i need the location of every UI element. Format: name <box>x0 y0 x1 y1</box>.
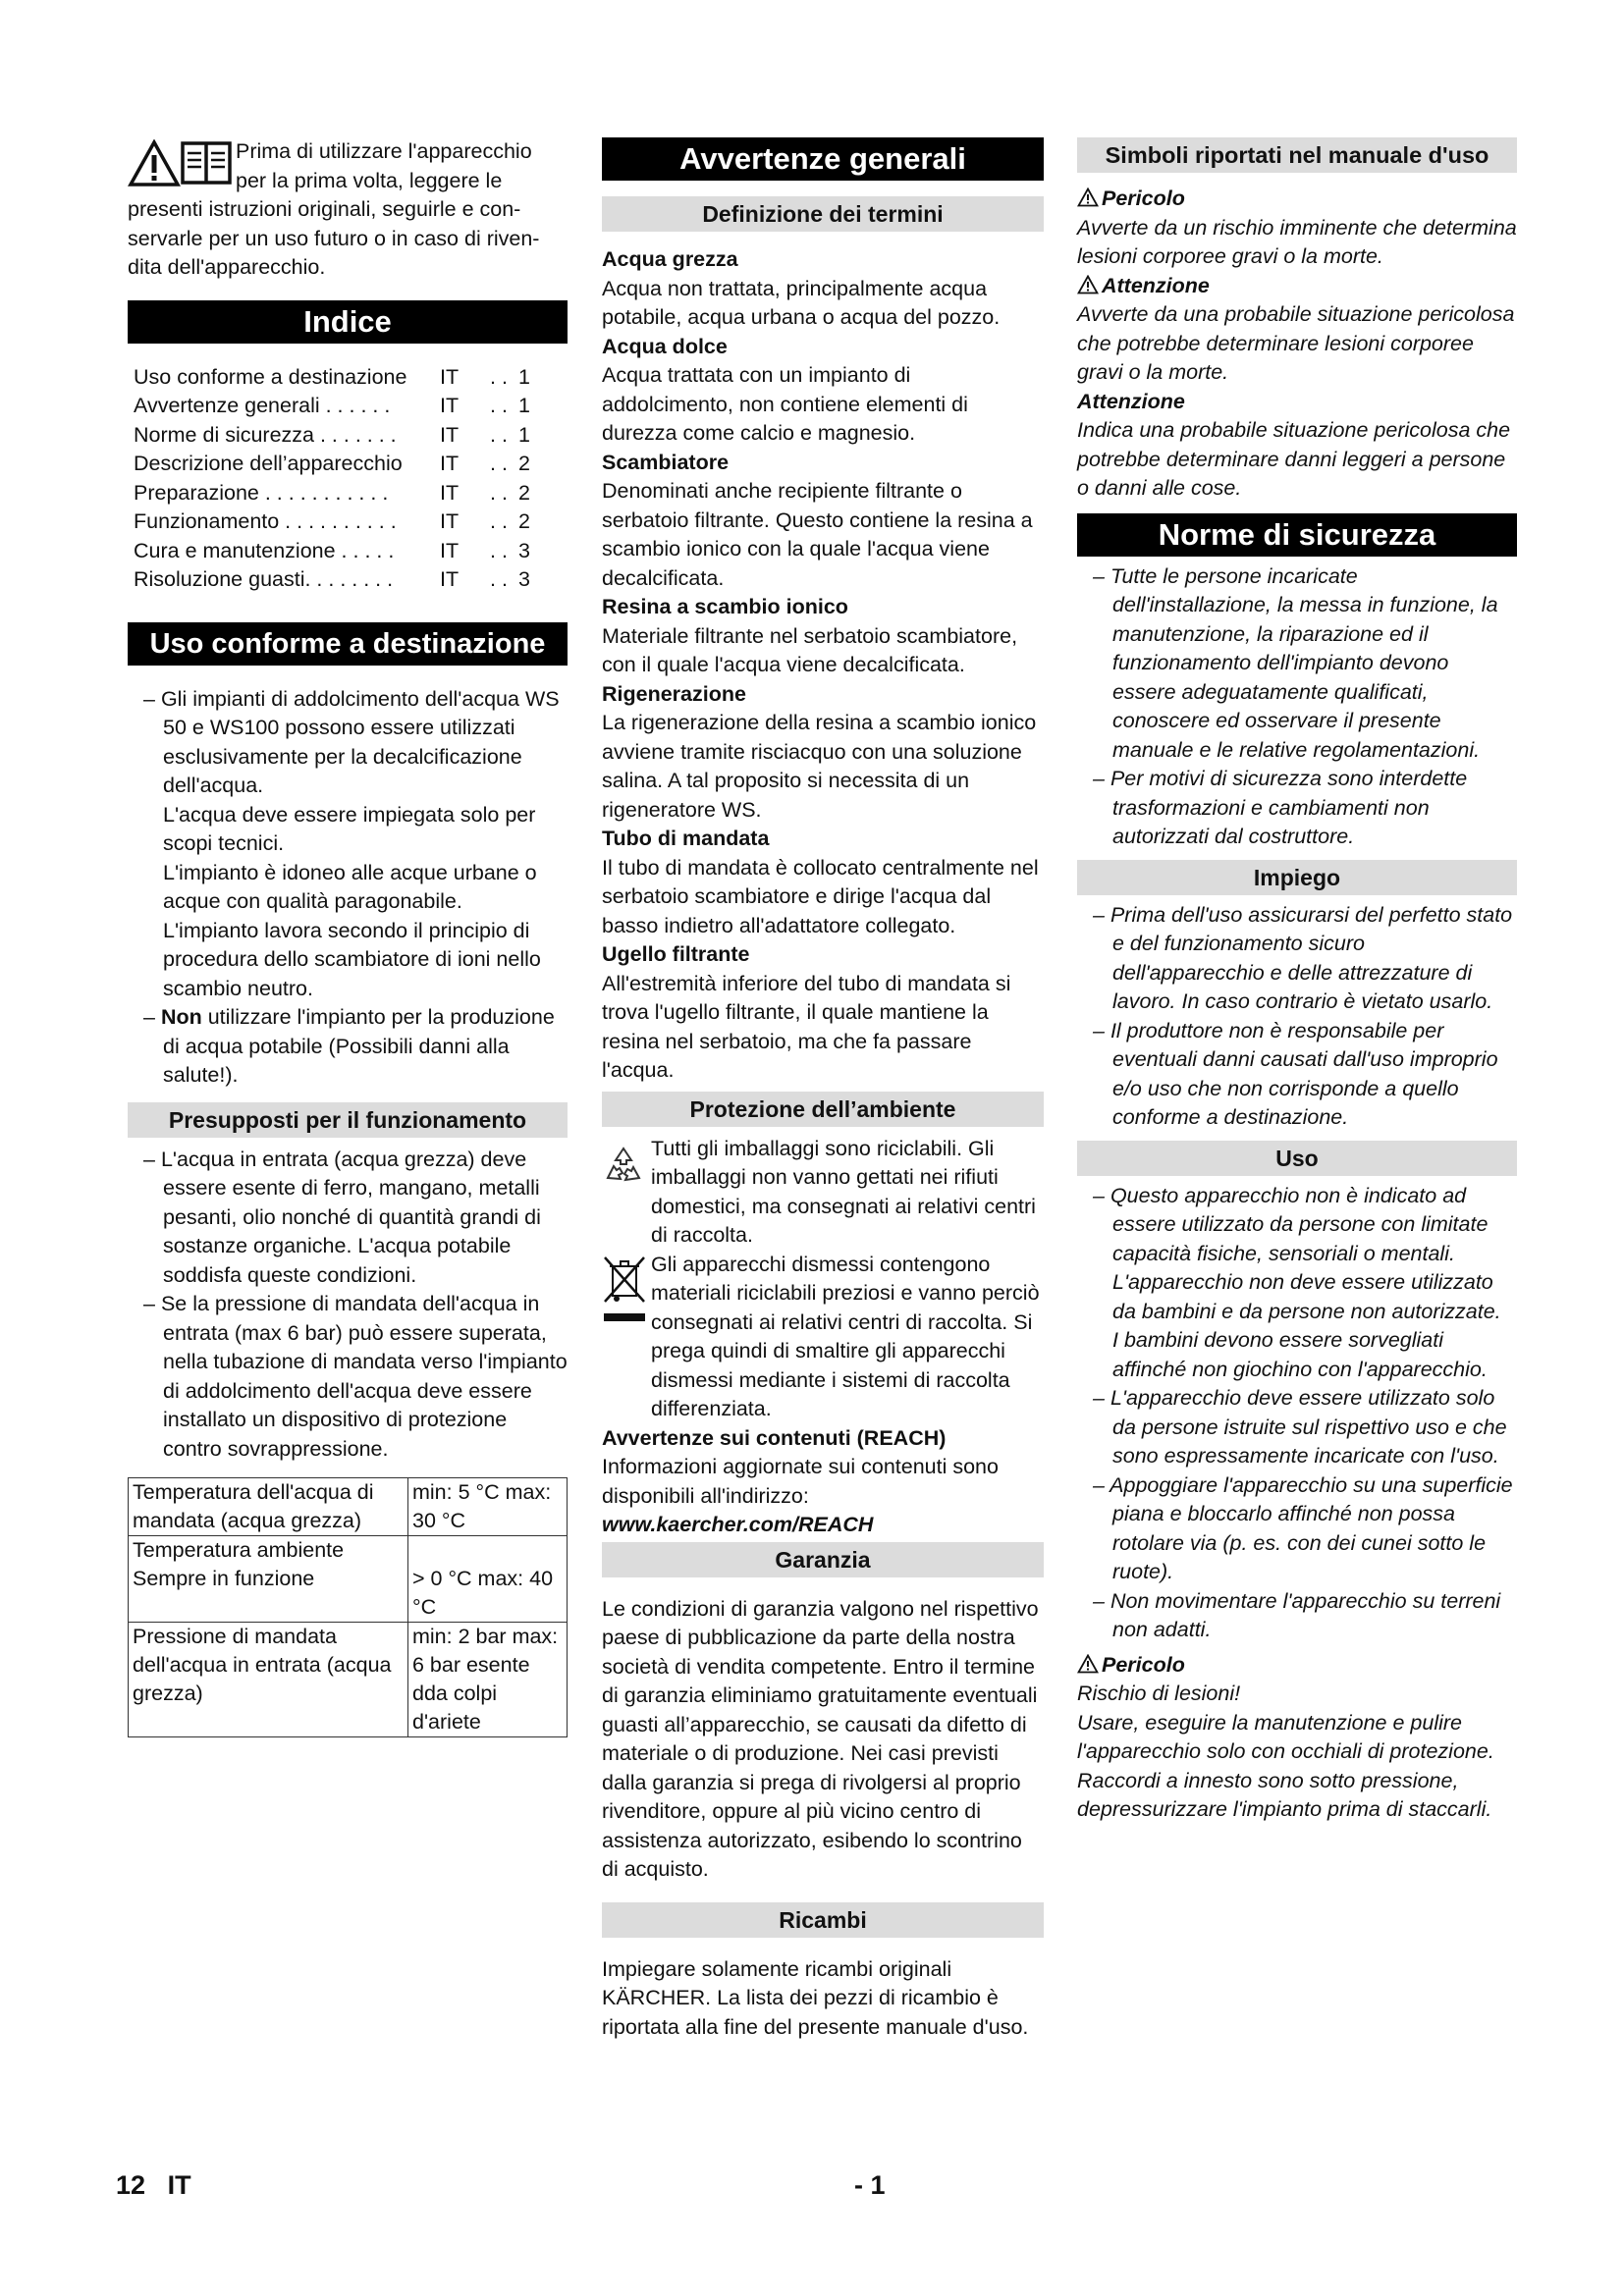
list-item: – Per motivi di sicurezza sono interdette trasformazioni e cambiamenti non autorizzati dal costruttore. <box>1093 767 1468 848</box>
intro-section <box>128 137 568 283</box>
term-title: Resina a scambio ionico <box>602 595 848 618</box>
column-right <box>1077 137 1517 1825</box>
impiego-heading: Impiego <box>1077 860 1517 895</box>
list-item: – L'acqua in entrata (acqua grezza) deve essere esente di ferro, mangano, metalli pesanti, olio nonché di quantità grandi di sostanze organiche. L'acqua potabile soddisfa queste condizioni. <box>143 1147 541 1287</box>
term-text: Materiale filtrante nel serbatoio scambiatore, con il quale l'acqua viene decalcificata. <box>602 623 1018 676</box>
term-text: Il tubo di mandata è collocato centralmente nel serbatoio scambiatore e dirige l'acqua dal basso indietro all'adattatore collegato. <box>602 855 1039 937</box>
list-item: – Appoggiare l'apparecchio su una superficie piana e bloccarlo affinché non possa rotolare via (p. es. con dei cunei sotto le ruote). <box>1093 1472 1513 1583</box>
ambiente-heading: Protezione dell’ambiente <box>602 1092 1044 1127</box>
term-text: Acqua non trattata, principalmente acqua potabile, acqua urbana o acqua del pozzo. <box>602 276 1001 329</box>
table-cell-label: Temperatura ambiente Sempre in funzione <box>129 1536 408 1623</box>
pericolo-line: Rischio di lesioni! <box>1077 1682 1241 1705</box>
column-middle <box>602 137 1044 2042</box>
manual-book-icon <box>181 141 232 187</box>
toc-item[interactable]: Risoluzione guasti. . . . . . . . IT . . 3 <box>134 567 530 591</box>
term-title: Acqua grezza <box>602 247 738 271</box>
pericolo-label: Pericolo <box>1077 1651 1517 1681</box>
list-item: – Questo apparecchio non è indicato ad essere utilizzato da persone con limitate capacità fisiche, sensoriali o mentali. <box>1093 1183 1489 1265</box>
paragraph: L'impianto lavora secondo il principio di procedura dello scambiatore di ioni nello scambio neutro. <box>163 918 541 1000</box>
toc-item[interactable]: Descrizione dell’apparecchio IT . . 2 <box>134 452 530 475</box>
table-of-contents <box>128 363 568 595</box>
symbol-label-attenzione: Attenzione <box>1077 389 1185 413</box>
pericolo-line: Raccordi a innesto sono sotto pressione, depressurizzare l'impianto prima di staccarli. <box>1077 1768 1492 1821</box>
column-left <box>128 137 568 1737</box>
table-cell-value: > 0 °C max: 40 °C <box>408 1536 568 1623</box>
symbol-text: Indica una probabile situazione pericolosa che potrebbe determinare danni leggeri a persone o danni alle cose. <box>1077 418 1511 500</box>
symbol-label-pericolo: Pericolo <box>1077 185 1517 214</box>
table-row <box>129 1623 568 1737</box>
norme-body <box>1077 562 1517 852</box>
terms-list <box>602 245 1044 1086</box>
symbol-text: Avverte da un rischio imminente che determina lesioni corporee gravi o la morte. <box>1077 215 1517 268</box>
term-text: Denominati anche recipiente filtrante o serbatoio filtrante. Questo contiene la resina a scambio ionico con la quale l'acqua viene decalcificata. <box>602 479 1033 590</box>
warning-icon <box>1077 187 1099 207</box>
toc-item[interactable]: Uso conforme a destinazione IT . . 1 <box>134 364 530 389</box>
crossed-bin-icon <box>602 1255 647 1333</box>
footer-center: - 1 <box>854 2170 886 2200</box>
symbol-text: Avverte da una probabile situazione pericolosa che potrebbe determinare lesioni corporee gravi o la morte. <box>1077 302 1515 384</box>
toc-item[interactable]: Funzionamento . . . . . . . . . . IT . . 2 <box>134 509 530 533</box>
table-row <box>129 1536 568 1623</box>
term-title: Tubo di mandata <box>602 827 770 850</box>
presupposti-heading: Presupposti per il funzionamento <box>128 1102 568 1138</box>
term-text: All'estremità inferiore del tubo di mandata si trova l'ugello filtrante, il quale mantiene la resina nel serbatoio, ma che fa passare l'acqua. <box>602 971 1011 1082</box>
list-item: – L'apparecchio deve essere utilizzato solo da persone istruite sul rispettivo uso e che sono espressamente incaricate con l'uso. <box>1093 1386 1507 1468</box>
uso-body <box>1077 1182 1517 1645</box>
garanzia-text: Le condizioni di garanzia valgono nel rispettivo paese di pubblicazione da parte della nostra società di vendita competente. Entro il termine di garanzia eliminiamo gratuitamente eventuali guasti all’apparecchio, se causati da difetto di materiale o di produzione. Nei casi previsti dalla garanzia si prega di rivolgersi al proprio rivenditore, oppure al più vicino centro di assistenza autorizzato, esibendo lo scontrino di acquisto. <box>602 1596 1039 1881</box>
recycle-text: Tutti gli imballaggi sono riciclabili. Gli imballaggi non vanno gettati nei rifiuti domestici, ma consegnati ai relativi centri di raccolta. <box>651 1136 1036 1247</box>
uso-conforme-heading: Uso conforme a destinazione <box>128 622 568 666</box>
term-title: Acqua dolce <box>602 334 728 358</box>
intro-text: Prima di utilizzare l'apparecchio per la prima volta, leggere le <box>236 139 532 192</box>
ricambi-heading: Ricambi <box>602 1902 1044 1938</box>
list-item: – Non movimentare l'apparecchio su terreni non adatti. <box>1093 1588 1501 1641</box>
reach-link[interactable]: www.kaercher.com/REACH <box>602 1513 874 1536</box>
table-cell-label: Temperatura dell'acqua di mandata (acqua grezza) <box>129 1478 408 1536</box>
paragraph: L'acqua deve essere impiegata solo per scopi tecnici. <box>163 802 536 855</box>
list-item: – Prima dell'uso assicurarsi del perfetto stato e del funzionamento sicuro dell'apparecchio e delle attrezzature di lavoro. In caso contrario è vietato usarlo. <box>1093 902 1513 1013</box>
garanzia-heading: Garanzia <box>602 1542 1044 1577</box>
toc-item[interactable]: Preparazione . . . . . . . . . . . IT . . 2 <box>134 480 530 505</box>
list-item: – Gli impianti di addolcimento dell'acqua WS 50 e WS100 possono essere utilizzati esclusivamente per la decalcificazione dell'acqua. <box>143 686 560 797</box>
list-item: – Il produttore non è responsabile per eventuali danni causati dall'uso improprio e/o uso che non corrisponde a quello conforme a destinazione. <box>1093 1018 1498 1129</box>
pericolo-line: Usare, eseguire la manutenzione e pulire l'apparecchio solo con occhiali di protezione. <box>1077 1710 1494 1763</box>
toc-item[interactable]: Cura e manutenzione . . . . . IT . . 3 <box>134 538 530 562</box>
term-title: Rigenerazione <box>602 681 746 706</box>
simboli-heading: Simboli riportati nel manuale d'uso <box>1077 137 1517 173</box>
paragraph: I bambini devono essere sorvegliati affinché non giochino con l'apparecchio. <box>1112 1328 1488 1381</box>
norme-heading: Norme di sicurezza <box>1077 513 1517 557</box>
impiego-body <box>1077 901 1517 1133</box>
list-item: – Tutte le persone incaricate dell'installazione, la messa in funzione, la manutenzione, la riparazione ed il funzionamento dell'impianto devono essere adeguatamente qualificati, conoscere ed osservare il presente manuale e le relative regolamentazioni. <box>1093 563 1498 762</box>
term-text: Acqua trattata con un impianto di addolcimento, non contiene elementi di durezza come calcio e magnesio. <box>602 363 968 445</box>
uso-conforme-body <box>128 685 568 1091</box>
warning-icon <box>1077 275 1099 294</box>
indice-heading: Indice <box>128 300 568 344</box>
warning-icon <box>128 139 181 188</box>
recycle-row <box>602 1135 1044 1251</box>
ricambi-text: Impiegare solamente ricambi originali KÄRCHER. La lista dei pezzi di ricambio è riportata alla fine del presente manuale d'uso. <box>602 1956 1029 2039</box>
intro-text-rest: presenti istruzioni originali, seguirle e con- servarle per un uso futuro o in caso di riven- dita dell'apparecchio. <box>128 197 540 279</box>
toc-item[interactable]: Avvertenze generali . . . . . . IT . . 1 <box>134 394 530 417</box>
table-row <box>129 1478 568 1536</box>
term-title: Scambiatore <box>602 450 730 474</box>
paragraph: L'impianto è idoneo alle acque urbane o acque con qualità paragonabile. <box>163 860 537 913</box>
avvertenze-heading: Avvertenze generali <box>602 137 1044 181</box>
list-item: – Se la pressione di mandata dell'acqua in entrata (max 6 bar) può essere superata, nella tubazione di mandata verso l'impianto di addolcimento dell'acqua deve essere installato un dispositivo di protezione contro sovrappressione. <box>143 1292 568 1461</box>
table-cell-value: min: 5 °C max: 30 °C <box>408 1478 568 1536</box>
table-cell-label: Pressione di mandata dell'acqua in entrata (acqua grezza) <box>129 1623 408 1737</box>
footer-page-number: 12 IT <box>116 2170 191 2200</box>
uso-heading: Uso <box>1077 1141 1517 1176</box>
term-title: Ugello filtrante <box>602 942 750 966</box>
spec-table <box>128 1477 568 1737</box>
reach-title: Avvertenze sui contenuti (REACH) <box>602 1425 947 1450</box>
symbol-label-attenzione: Attenzione <box>1077 272 1517 301</box>
table-cell-value: min: 2 bar max: 6 bar esente dda colpi d'ariete <box>408 1623 568 1737</box>
definizione-heading: Definizione dei termini <box>602 196 1044 232</box>
toc-item[interactable]: Norme di sicurezza . . . . . . . IT . . 1 <box>134 422 530 447</box>
intro-icons <box>128 137 236 188</box>
warning-icon <box>1077 1654 1099 1674</box>
term-text: La rigenerazione della resina a scambio ionico avviene tramite risciacquo con una soluzione salina. A tal proposito si necessita di un rigeneratore WS. <box>602 711 1037 822</box>
list-item: – Non utilizzare l'impianto per la produzione di acqua potabile (Possibili danni alla salute!). <box>143 1005 555 1087</box>
weee-text: Gli apparecchi dismessi contengono materiali riciclabili preziosi e vanno perciò consegnati ai relativi centri di raccolta. Si prega quindi di smaltire gli apparecchi dismessi mediante i sistemi di raccolta differenziata. <box>651 1252 1040 1420</box>
presupposti-body <box>128 1146 568 1465</box>
reach-text: Informazioni aggiornate sui contenuti sono disponibili all'indirizzo: <box>602 1455 999 1508</box>
weee-row <box>602 1251 1044 1424</box>
paragraph: L'apparecchio non deve essere utilizzato da bambini e da persone non autorizzate. <box>1112 1270 1501 1323</box>
recycle-icon <box>602 1145 645 1188</box>
